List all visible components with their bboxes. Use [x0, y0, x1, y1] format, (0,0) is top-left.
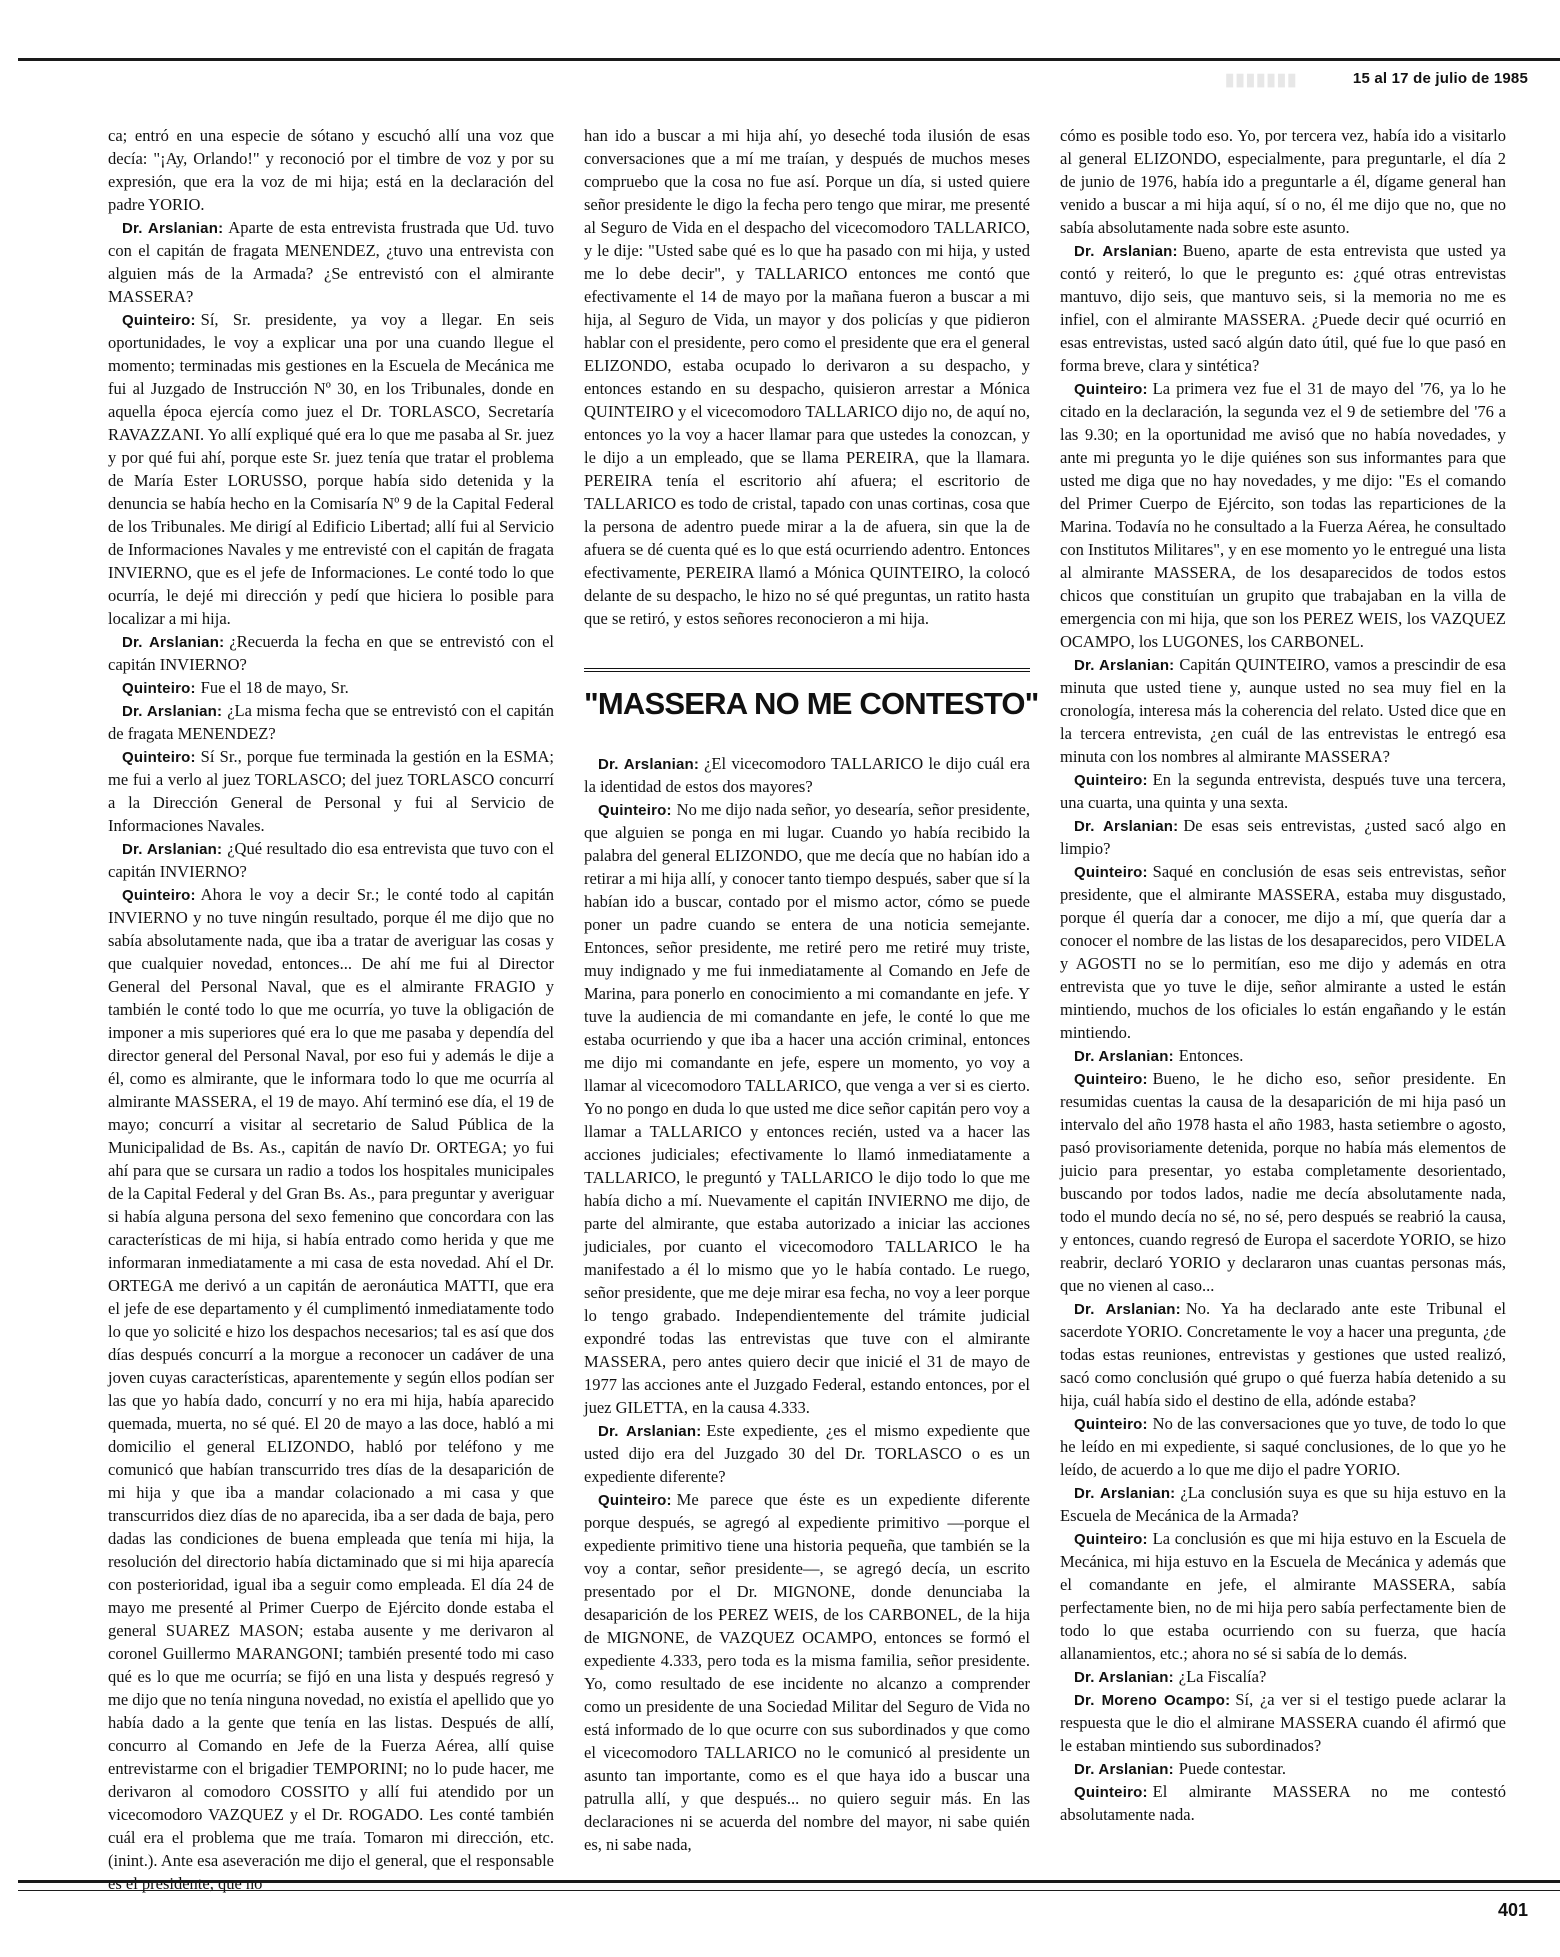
speaker-label: Dr. Arslanian: — [1074, 1669, 1174, 1686]
paragraph: Quinteiro: No de las conversaciones que yo tuve, de todo lo que he leído en mi expediente, si saqué conclusiones, de lo que yo he leído, de acuerdo a lo que me dijo el padre YORIO. — [1060, 1414, 1506, 1479]
speaker-label: Dr. Arslanian: — [1074, 1301, 1181, 1318]
speaker-label: Quinteiro: — [1074, 1071, 1148, 1088]
page-number: 401 — [1497, 1900, 1528, 1920]
speaker-label: Dr. Arslanian: — [122, 220, 224, 237]
speaker-label: Dr. Arslanian: — [598, 756, 700, 773]
column-1 — [108, 124, 554, 1895]
speaker-label: Quinteiro: — [598, 1492, 672, 1509]
paragraph: Dr. Arslanian: ¿La conclusión suya es que su hija estuvo en la Escuela de Mecánica de la Armada? — [1060, 1483, 1506, 1525]
paragraph: Dr. Arslanian: ¿El vicecomodoro TALLARICO le dijo cuál era la identidad de estos dos mayores? — [584, 754, 1030, 796]
section-headline-box — [584, 668, 1039, 722]
speaker-label: Quinteiro: — [122, 312, 196, 329]
paragraph: Dr. Arslanian: De esas seis entrevistas, ¿usted sacó algo en limpio? — [1060, 816, 1506, 858]
section-headline: "MASSERA NO ME CONTESTO" — [584, 686, 1039, 721]
paragraph: Quinteiro: Saqué en conclusión de esas seis entrevistas, señor presidente, que el almirante MASSERA, estaba muy disgustado, porque él quería dar a conocer, me dijo a mí, que quería dar a conocer el nombre de las listas de los desaparecidos, pero VIDELA y AGOSTI no se lo permitían, eso me dijo y además en otra entrevista que yo tuve le dije, señor almirante a usted le están mintiendo, muchos de los oficiales lo están engañando y le están mintiendo. — [1060, 862, 1506, 1042]
paragraph: Quinteiro: Ahora le voy a decir Sr.; le conté todo al capitán INVIERNO y no tuve ningún resultado, porque él me dijo que no sabía absolutamente nada, que iba a tratar de averiguar las cosas y que cualquier novedad, entonces... De ahí me fui al Director General del Personal Naval, que es el almirante FRAGIO y también le conté todo lo que me ocurría, yo tuve la obligación de imponer a mis superiores qué era lo que me pasaba y dependía del director general del Personal Naval, por eso fui y además le dije a él, como es almirante, que le informara todo lo que me ocurría al almirante MASSERA, el 19 de mayo. Ahí terminó ese día, el 19 de mayo; concurrí a visitar al secretario de Salud Pública de la Municipalidad de Bs. As., capitán de navío Dr. ORTEGA; yo fui ahí para que se cursara un radio a todos los hospitales municipales de la Capital Federal y del Gran Bs. As., para preguntar y averiguar si había alguna persona del sexo femenino que concordara con las características de mi hija, si había entrado como herida y que me informaran inmediatamente a mi casa de esta novedad. Ahí el Dr. ORTEGA me derivó a un capitán de aeronáutica MATTI, que era el jefe de ese departamento y él cumplimentó inmediatamente todo lo que yo solicité e hizo los despachos necesarios; tal es así que dos días después concurrí a la morgue a reconocer un cadáver de una joven cuyas características, aparentemente y según ellos podían ser las que yo había dado, concurrí y no era mi hija, había aparecido quemada, muerta, no sé qué. El 20 de mayo a las doce, habló a mi domicilio el general ELIZONDO, habló por teléfono y me comunicó que habían transcurrido tres días de la desaparición de mi hija y que iba a mandar colacionado a mi casa y que transcurridos diez días de no aparecida, iba a ser dada de baja, pero dadas las condiciones de buena empleada que tenía mi hija, la resolución del directorio había dictaminado que si mi hija aparecía con posterioridad, igual iba a seguir como empleada. El día 24 de mayo me presenté al Primer Cuerpo de Ejército donde estaba el general SUAREZ MASON; estaba ausente y me derivaron al coronel Guillermo MARANGONI; también presenté todo mi caso qué es lo que me ocurría; se fijó en una lista y después regresó y me dijo que no tenía ninguna novedad, no existía el apellido que yo había dado a la gente que tenía en las listas. Después de allí, concurro al Comando en Jefe de la Fuerza Aérea, allí quise entrevistarme con el brigadier TEMPORINI; no lo pude hacer, me derivaron al comodoro COSSITO y allí fui atendido por un vicecomodoro VAZQUEZ y el Dr. ROGADO. Les conté también cuál era el problema que me traía. Tomaron mi dirección, etc. (inint.). Ante esa aseveración me dijo el general, que el responsable es el presidente, que no — [108, 885, 554, 1893]
paragraph: Dr. Arslanian: ¿La misma fecha que se entrevistó con el capitán de fragata MENENDEZ? — [108, 701, 554, 743]
paragraph: Quinteiro: El almirante MASSERA no me contestó absolutamente nada. — [1060, 1782, 1506, 1824]
speaker-label: Dr. Arslanian: — [1074, 1761, 1174, 1778]
speaker-label: Quinteiro: — [1074, 1784, 1148, 1801]
speaker-label: Dr. Arslanian: — [1074, 1485, 1176, 1502]
paragraph: Quinteiro: Me parece que éste es un expediente diferente porque después, se agregó al expediente primitivo —porque el expediente primitivo tiene una historia pequeña, que también se la voy a contar, señor presidente—, se agregó decía, un escrito presentado por el Dr. MIGNONE, donde denunciaba la desaparición de los PEREZ WEIS, de los CARBONEL, de la hija de MIGNONE, de VAZQUEZ OCAMPO, entonces se formó el expediente 4.333, pero toda es la misma familia, señor presidente. Yo, como resultado de ese incidente no alcanzo a comprender como un presidente de una Sociedad Militar del Seguro de Vida no está informado de lo que ocurre con sus subordinados y que como el vicecomodoro TALLARICO no le comunicó al presidente un asunto tan importante, como es el que haya ido a buscar una patrulla allí, y que después... no quiero seguir más. En las declaraciones ni se acuerda del nombre del mayor, ni sabe quién es, ni sabe nada, — [584, 1490, 1030, 1854]
speaker-label: Quinteiro: — [1074, 772, 1148, 789]
speaker-label: Quinteiro: — [122, 749, 196, 766]
paragraph: Dr. Arslanian: Entonces. — [1074, 1046, 1244, 1065]
speaker-label: Dr. Arslanian: — [122, 841, 223, 858]
speaker-label: Quinteiro: — [122, 680, 196, 697]
speaker-label: Dr. Arslanian: — [122, 634, 225, 651]
speaker-label: Dr. Arslanian: — [598, 1423, 702, 1440]
top-rule — [18, 58, 1560, 61]
paragraph: Dr. Arslanian: Este expediente, ¿es el mismo expediente que usted dijo era del Juzgado 30 del Dr. TORLASCO o es un expediente diferente? — [584, 1421, 1030, 1486]
faint-watermark: ▮▮▮▮▮▮▮ — [1225, 70, 1298, 89]
paragraph: Quinteiro: No me dijo nada señor, yo desearía, señor presidente, que alguien se ponga en mi lugar. Cuando yo había recibido la palabra del general ELIZONDO, que me decía que no habían ido a retirar a mi hija allí, y conocer tanto tiempo después, saber que sí la habían ido a buscar, contado por el mismo actor, cómo se puede poner un padre cuando se entera de una noticia semejante. Entonces, señor presidente, me retiré pero me retiré muy triste, muy indignado y me fui inmediatamente al Comando en Jefe de Marina, para ponerlo en conocimiento a mi comandante en jefe. Y tuve la audiencia de mi comandante en jefe, le conté lo que me estaba ocurriendo y que iba a hacer una acción criminal, entonces me dijo mi comandante en jefe, espere un momento, yo voy a llamar al vicecomodoro TALLARICO, que venga a ver si es cierto. Yo no pongo en duda lo que usted me dice señor capitán pero voy a llamar a TALLARICO y entonces recién, usted va a hacer las acciones judiciales; efectivamente lo llamó inmediatamente a TALLARICO, le preguntó y TALLARICO le dijo todo lo que me había dicho a mí. Nuevamente el capitán INVIERNO me dijo, de parte del almirante, que estaba autorizado a iniciar las acciones judiciales, por cuanto el vicecomodoro TALLARICO le ha manifestado a él lo mismo que yo le había contado. Le ruego, señor presidente, que me deje mirar esa fecha, no voy a leer porque lo tengo grabado. Independientemente del trámite judicial expondré todas las entrevistas que tuve con el almirante MASSERA, pero antes quiero decir que inicié el 31 de mayo de 1977 las acciones ante el Juzgado Federal, estando entonces, por el juez GILETTA, en la causa 4.333. — [584, 800, 1030, 1417]
paragraph: Quinteiro: La conclusión es que mi hija estuvo en la Escuela de Mecánica, mi hija estuvo en la Escuela de Mecánica y además que el comandante en jefe, el almirante MASSERA, sabía perfectamente bien, no de mi hija pero sabía perfectamente bien de todo lo que estaba ocurriendo con su fuerza, que hacía allanamientos, etc.; ahora no sé si sabía de lo demás. — [1060, 1529, 1506, 1663]
column-3 — [1060, 124, 1506, 1895]
speaker-label: Dr. Arslanian: — [1074, 657, 1175, 674]
paragraph: Quinteiro: En la segunda entrevista, después tuve una tercera, una cuarta, una quinta y una sexta. — [1060, 770, 1506, 812]
speaker-label: Quinteiro: — [1074, 864, 1148, 881]
paragraph: Dr. Arslanian: Capitán QUINTEIRO, vamos a prescindir de esa minuta que usted tiene y, aunque usted no sea muy fiel en la cronología, interesa más la coherencia del relato. Usted dice que en la tercera entrevista, ¿en cuál de las entrevistas le entregó esa minuta con los nombres al almirante MASSERA? — [1060, 655, 1506, 766]
speaker-label: Dr. Arslanian: — [1074, 818, 1179, 835]
paragraph: han ido a buscar a mi hija ahí, yo deseché toda ilusión de esas conversaciones que a mí me traían, y después de muchos meses compruebo que la cosa no fue así. Porque un día, si usted quiere señor presidente le digo la fecha pero tengo que mirar, me presenté al Seguro de Vida en el despacho del vicecomodoro TALLARICO, y le dije: "Usted sabe qué es lo que ha pasado con mi hija, y usted me lo debe decir", y TALLARICO entonces me contó que efectivamente el 14 de mayo por la mañana fueron a buscar a mi hija, al Seguro de Vida, un mayor y dos policías y que pidieron hablar con el presidente, pero como el presidente que era el general ELIZONDO, estaba ocupado lo derivaron a su despacho, y entonces estando en su despacho, quisieron arrestar a Mónica QUINTEIRO y el vicecomodoro TALLARICO dijo no, de aquí no, entonces yo la voy a hacer llamar para que ustedes la conozcan, y le dijo a un empleado, que se llama PEREIRA, que la llamara. PEREIRA tenía el escritorio ahí afuera; el escritorio de TALLARICO es todo de cristal, tapado con unas cortinas, cosa que la persona de adentro puede mirar a la de afuera, sin que la de afuera se dé cuenta qué es lo que está ocurriendo adentro. Entonces efectivamente, PEREIRA llamó a Mónica QUINTEIRO, la colocó delante de su despacho, le hizo no sé qué preguntas, un ratito hasta que se retiró, y estos señores reconocieron a mi hija. — [584, 126, 1030, 628]
paragraph: Quinteiro: Fue el 18 de mayo, Sr. — [122, 678, 349, 697]
speaker-label: Quinteiro: — [1074, 1531, 1148, 1548]
speaker-label: Dr. Arslanian: — [122, 703, 223, 720]
paragraph: Dr. Arslanian: Puede contestar. — [1074, 1759, 1286, 1778]
bottom-rule — [18, 1880, 1560, 1891]
speaker-label: Quinteiro: — [598, 802, 672, 819]
paragraph: Quinteiro: Bueno, le he dicho eso, señor presidente. En resumidas cuentas la causa de la desaparición de mi hija pasó un intervalo del año 1978 hasta el año 1983, hasta setiembre o agosto, pasó provisoriamente detenida, porque no había más elementos de juicio para presentar, yo estaba completamente desorientado, buscando por todos lados, nadie me decía absolutamente nada, todo el mundo decía no sé, no sé, pero después se reabrió la causa, y entonces, cuando regresó de Europa el sacerdote YORIO, se hizo reabrir, declaró YORIO y declararon unas cuantas personas más, que no vienen al caso... — [1060, 1069, 1506, 1295]
speaker-label: Quinteiro: — [1074, 381, 1148, 398]
paragraph: Dr. Arslanian: No. Ya ha declarado ante este Tribunal el sacerdote YORIO. Concretamente le voy a hacer una pregunta, ¿de todas estas reuniones, entrevistas y gestiones que usted realizó, sacó como conclusión qué grupo o qué fuerza había detenido a su hija, cuál había sido el destino de ella, adónde estaba? — [1060, 1299, 1506, 1410]
paragraph: ca; entró en una especie de sótano y escuchó allí una voz que decía: "¡Ay, Orlando!" y reconoció por el timbre de voz y por su expresión, que era la voz de mi hija; está en la declaración del padre YORIO. — [108, 126, 554, 214]
paragraph: Dr. Arslanian: Aparte de esta entrevista frustrada que Ud. tuvo con el capitán de fragata MENENDEZ, ¿tuvo una entrevista con alguien más de la Armada? ¿Se entrevistó con el almirante MASSERA? — [108, 218, 554, 306]
speaker-label: Dr. Arslanian: — [1074, 243, 1178, 260]
paragraph: Dr. Arslanian: ¿La Fiscalía? — [1074, 1667, 1267, 1686]
issue-date: 15 al 17 de julio de 1985 — [1352, 70, 1528, 87]
paragraph: Dr. Arslanian: ¿Recuerda la fecha en que se entrevistó con el capitán INVIERNO? — [108, 632, 554, 674]
speaker-label: Dr. Arslanian: — [1074, 1048, 1174, 1065]
paragraph: Dr. Arslanian: ¿Qué resultado dio esa entrevista que tuvo con el capitán INVIERNO? — [108, 839, 554, 881]
paragraph: Quinteiro: Sí, Sr. presidente, ya voy a llegar. En seis oportunidades, le voy a explicar una por una cuando llegue el momento; terminadas mis gestiones en la Escuela de Mecánica me fui al Juzgado de Instrucción Nº 30, en los Tribunales, donde en aquella época ejercía como juez el Dr. TORLASCO, Secretaría RAVAZZANI. Yo allí expliqué qué era lo que me pasaba al Sr. juez y por qué fui ahí, porque este Sr. juez tenía que tratar el problema de María Ester LORUSSO, porque había sido detenida y la denuncia se había hecho en la Comisaría Nº 9 de la Capital Federal de los Tribunales. Me dirigí al Edificio Libertad; allí fui al Servicio de Informaciones Navales y me entrevisté con el capitán de fragata INVIERNO, que es el jefe de Informaciones. Le conté todo lo que ocurría, le dejé mi dirección y pedí que hiciera lo posible para localizar a mi hija. — [108, 310, 554, 628]
paragraph: cómo es posible todo eso. Yo, por tercera vez, había ido a visitarlo al general ELIZONDO, especialmente, para preguntarle, el día 2 de junio de 1976, había ido a preguntarle a él, dígame general han venido a buscar a mi hija aquí, sí o no, él me dijo que no, que no sabía absolutamente nada sobre este asunto. — [1060, 126, 1506, 237]
speaker-label: Quinteiro: — [122, 887, 196, 904]
paragraph: Dr. Arslanian: Bueno, aparte de esta entrevista que usted ya contó y reiteró, lo que le pregunto es: ¿qué otras entrevistas mantuvo, dijo seis, que mantuvo seis, si la memoria no me es infiel, con el almirante MASSERA. ¿Puede decir qué ocurrió en esas entrevistas, usted sacó algún dato útil, qué fue lo que pasó en forma breve, clara y sintética? — [1060, 241, 1506, 375]
paragraph: Quinteiro: La primera vez fue el 31 de mayo del '76, ya lo he citado en la declaración, la segunda vez el 9 de setiembre del '76 a las 9.30; en la oportunidad me avisó que no había novedades, y ante mi pregunta yo le dije quiénes son sus informantes para que usted me diga que no hay novedades, y me dijo: "Es el comando del Primer Cuerpo de Ejército, son todas las reparticiones de la Marina. Todavía no he consultado a la Fuerza Aérea, he consultado con Institutos Militares", y en ese momento yo le entregué una lista al almirante MASSERA, de los desaparecidos de todos estos chicos que constituían un grupito que trabajaban en la villa de emergencia con mi hija, que son los PEREZ WEIS, los VAZQUEZ OCAMPO, los LUGONES, los CARBONEL. — [1060, 379, 1506, 651]
article-body — [108, 124, 1518, 1893]
speaker-label: Quinteiro: — [1074, 1416, 1148, 1433]
column-2 — [584, 124, 1039, 1895]
paragraph: Dr. Moreno Ocampo: Sí, ¿a ver si el testigo puede aclarar la respuesta que le dio el almirane MASSERA cuando él afirmó que le estaban mintiendo sus subordinados? — [1060, 1690, 1506, 1755]
speaker-label: Dr. Moreno Ocampo: — [1074, 1692, 1231, 1709]
paragraph: Quinteiro: Sí Sr., porque fue terminada la gestión en la ESMA; me fui a verlo al juez TORLASCO; del juez TORLASCO concurrí a la Dirección General de Personal y fui al Servicio de Informaciones Navales. — [108, 747, 554, 835]
